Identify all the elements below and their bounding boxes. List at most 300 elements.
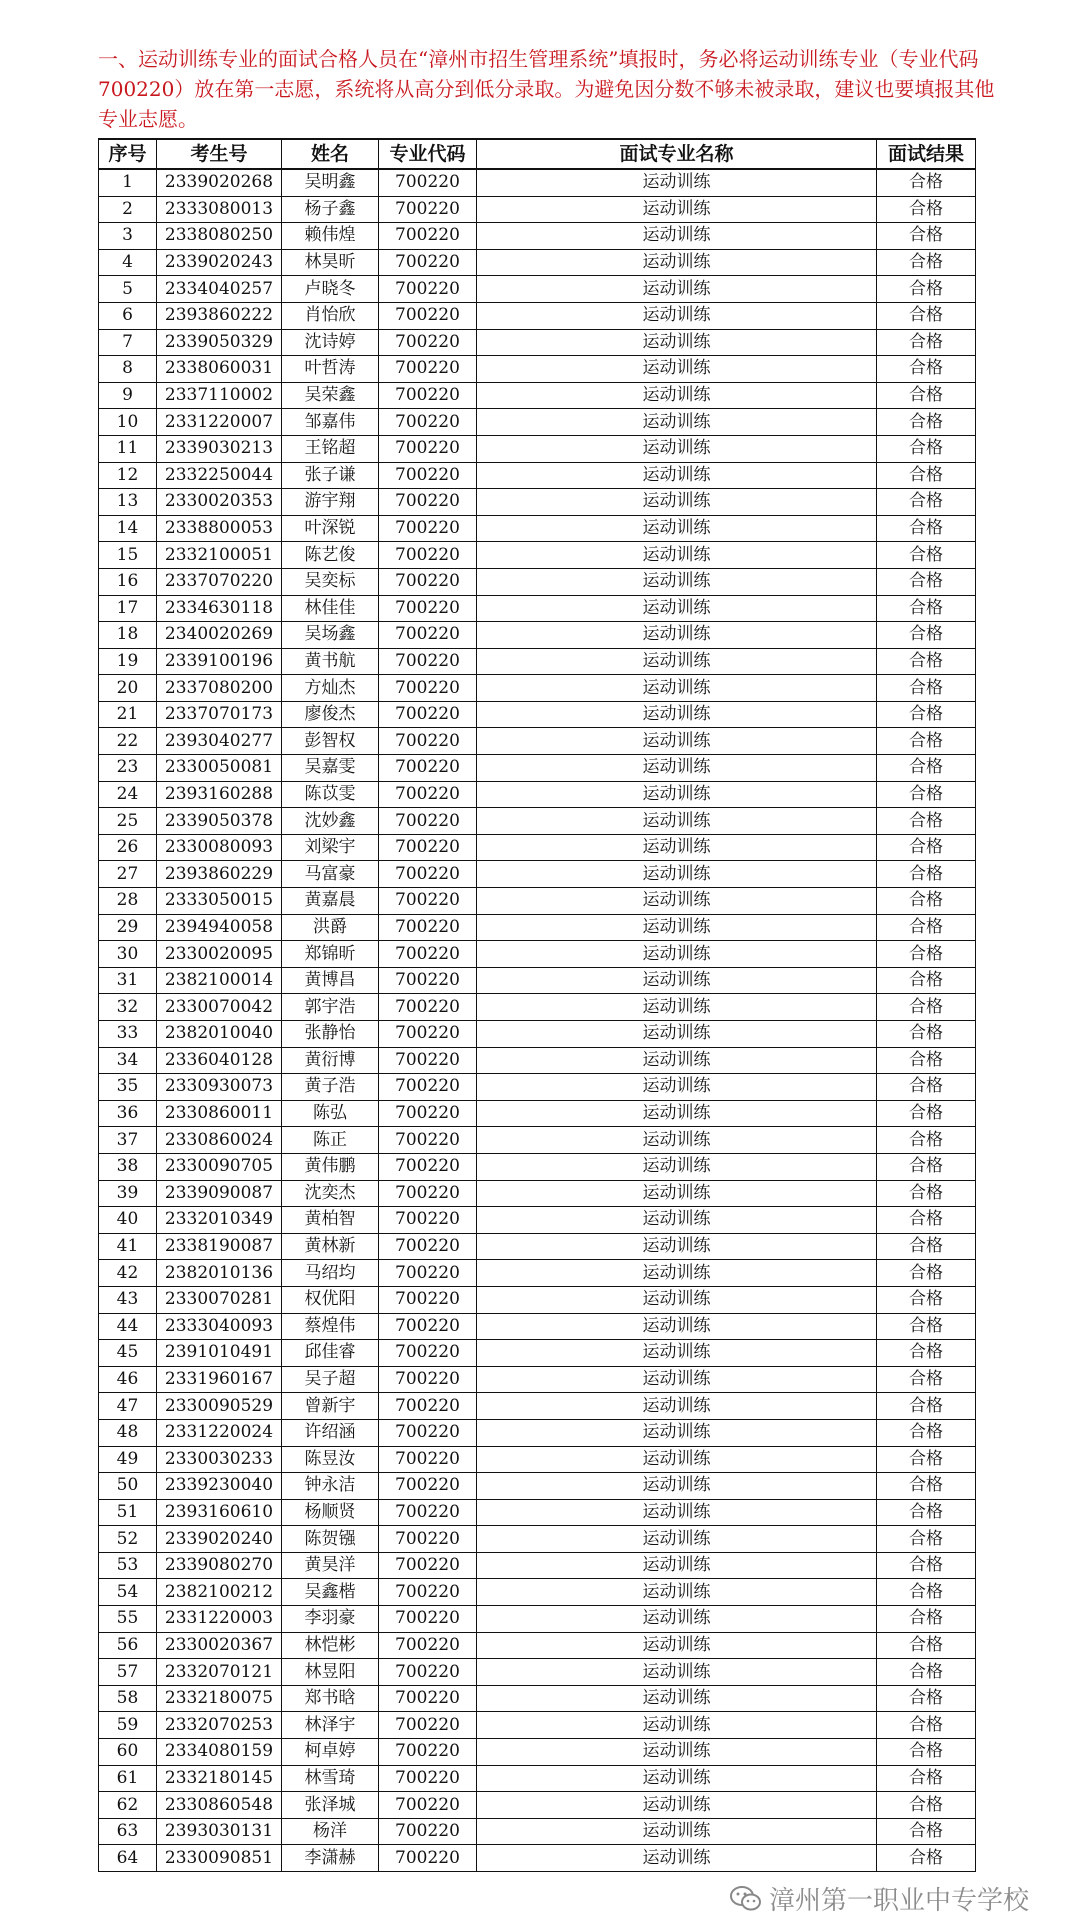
exam-number-cell: 2331220007 — [157, 409, 282, 436]
seq-cell: 61 — [99, 1765, 157, 1792]
name-cell: 卢晓冬 — [282, 276, 379, 303]
table-row — [99, 967, 976, 994]
result-cell: 合格 — [877, 1659, 976, 1686]
major-name-cell: 运动训练 — [477, 808, 877, 835]
name-cell: 吴嘉雯 — [282, 755, 379, 782]
table-row — [99, 1499, 976, 1526]
name-cell: 张子谦 — [282, 462, 379, 489]
wechat-icon — [729, 1885, 763, 1913]
table-row — [99, 1233, 976, 1260]
major-name-cell: 运动训练 — [477, 595, 877, 622]
major-code-cell: 700220 — [379, 1685, 477, 1712]
seq-cell: 48 — [99, 1419, 157, 1446]
exam-number-cell: 2330020353 — [157, 489, 282, 516]
result-cell: 合格 — [877, 994, 976, 1021]
major-name-cell: 运动训练 — [477, 755, 877, 782]
table-row — [99, 834, 976, 861]
major-code-cell: 700220 — [379, 888, 477, 915]
major-code-cell: 700220 — [379, 1792, 477, 1819]
seq-cell: 43 — [99, 1286, 157, 1313]
result-cell: 合格 — [877, 409, 976, 436]
exam-number-cell: 2330090705 — [157, 1153, 282, 1180]
table-row — [99, 1552, 976, 1579]
result-cell: 合格 — [877, 914, 976, 941]
result-cell: 合格 — [877, 1180, 976, 1207]
seq-cell: 10 — [99, 409, 157, 436]
major-code-cell: 700220 — [379, 462, 477, 489]
major-code-cell: 700220 — [379, 409, 477, 436]
table-row — [99, 568, 976, 595]
exam-number-cell: 2338060031 — [157, 356, 282, 383]
table-row — [99, 1526, 976, 1553]
major-code-cell: 700220 — [379, 1419, 477, 1446]
header-name: 姓名 — [282, 139, 379, 169]
exam-number-cell: 2382010136 — [157, 1260, 282, 1287]
name-cell: 吴子超 — [282, 1366, 379, 1393]
seq-cell: 18 — [99, 622, 157, 649]
major-name-cell: 运动训练 — [477, 1632, 877, 1659]
table-row — [99, 701, 976, 728]
major-name-cell: 运动训练 — [477, 409, 877, 436]
exam-number-cell: 2330050081 — [157, 755, 282, 782]
exam-number-cell: 2330020095 — [157, 941, 282, 968]
seq-cell: 51 — [99, 1499, 157, 1526]
seq-cell: 4 — [99, 249, 157, 276]
result-cell: 合格 — [877, 1100, 976, 1127]
seq-cell: 13 — [99, 489, 157, 516]
major-code-cell: 700220 — [379, 435, 477, 462]
exam-number-cell: 2330860011 — [157, 1100, 282, 1127]
exam-number-cell: 2332010349 — [157, 1207, 282, 1234]
exam-number-cell: 2332180075 — [157, 1685, 282, 1712]
major-code-cell: 700220 — [379, 941, 477, 968]
exam-number-cell: 2333080013 — [157, 196, 282, 223]
result-cell: 合格 — [877, 223, 976, 250]
major-code-cell: 700220 — [379, 568, 477, 595]
major-name-cell: 运动训练 — [477, 728, 877, 755]
major-name-cell: 运动训练 — [477, 967, 877, 994]
result-cell: 合格 — [877, 489, 976, 516]
name-cell: 柯卓婷 — [282, 1739, 379, 1766]
result-cell: 合格 — [877, 1074, 976, 1101]
table-row — [99, 914, 976, 941]
table-row — [99, 1021, 976, 1048]
name-cell: 蔡煌伟 — [282, 1313, 379, 1340]
major-name-cell: 运动训练 — [477, 834, 877, 861]
major-name-cell: 运动训练 — [477, 1021, 877, 1048]
name-cell: 王铭超 — [282, 435, 379, 462]
table-row — [99, 435, 976, 462]
result-cell: 合格 — [877, 1127, 976, 1154]
seq-cell: 12 — [99, 462, 157, 489]
name-cell: 杨洋 — [282, 1818, 379, 1845]
seq-cell: 22 — [99, 728, 157, 755]
table-row — [99, 1632, 976, 1659]
exam-number-cell: 2330070281 — [157, 1286, 282, 1313]
major-code-cell: 700220 — [379, 622, 477, 649]
result-cell: 合格 — [877, 1286, 976, 1313]
major-code-cell: 700220 — [379, 1340, 477, 1367]
major-name-cell: 运动训练 — [477, 435, 877, 462]
result-cell: 合格 — [877, 329, 976, 356]
result-cell: 合格 — [877, 622, 976, 649]
table-row — [99, 1712, 976, 1739]
major-name-cell: 运动训练 — [477, 542, 877, 569]
exam-number-cell: 2339050329 — [157, 329, 282, 356]
result-cell: 合格 — [877, 728, 976, 755]
table-row — [99, 648, 976, 675]
table-row — [99, 1579, 976, 1606]
result-cell: 合格 — [877, 967, 976, 994]
name-cell: 马绍均 — [282, 1260, 379, 1287]
result-cell: 合格 — [877, 462, 976, 489]
seq-cell: 28 — [99, 888, 157, 915]
seq-cell: 17 — [99, 595, 157, 622]
major-code-cell: 700220 — [379, 1446, 477, 1473]
major-code-cell: 700220 — [379, 169, 477, 196]
major-name-cell: 运动训练 — [477, 994, 877, 1021]
exam-number-cell: 2330860024 — [157, 1127, 282, 1154]
name-cell: 陈艺俊 — [282, 542, 379, 569]
table-row — [99, 1340, 976, 1367]
major-name-cell: 运动训练 — [477, 169, 877, 196]
result-cell: 合格 — [877, 781, 976, 808]
major-code-cell: 700220 — [379, 1100, 477, 1127]
header-major-name: 面试专业名称 — [477, 139, 877, 169]
major-code-cell: 700220 — [379, 994, 477, 1021]
notice-text: 一、运动训练专业的面试合格人员在“漳州市招生管理系统”填报时，务必将运动训练专业（专业代码700220）放在第一志愿，系统将从高分到低分录取。为避免因分数不够未被录取，建议也要填报其他专业志愿。 — [98, 47, 995, 131]
exam-number-cell: 2332100051 — [157, 542, 282, 569]
major-code-cell: 700220 — [379, 1739, 477, 1766]
table-row — [99, 808, 976, 835]
seq-cell: 60 — [99, 1739, 157, 1766]
result-cell: 合格 — [877, 302, 976, 329]
name-cell: 沈妙鑫 — [282, 808, 379, 835]
major-code-cell: 700220 — [379, 489, 477, 516]
seq-cell: 26 — [99, 834, 157, 861]
seq-cell: 9 — [99, 382, 157, 409]
major-name-cell: 运动训练 — [477, 1606, 877, 1633]
major-name-cell: 运动训练 — [477, 888, 877, 915]
exam-number-cell: 2330020367 — [157, 1632, 282, 1659]
exam-number-cell: 2333050015 — [157, 888, 282, 915]
result-cell: 合格 — [877, 196, 976, 223]
name-cell: 钟永洁 — [282, 1473, 379, 1500]
major-code-cell: 700220 — [379, 1526, 477, 1553]
seq-cell: 45 — [99, 1340, 157, 1367]
major-name-cell: 运动训练 — [477, 675, 877, 702]
seq-cell: 37 — [99, 1127, 157, 1154]
result-cell: 合格 — [877, 1526, 976, 1553]
seq-cell: 27 — [99, 861, 157, 888]
exam-number-cell: 2339020240 — [157, 1526, 282, 1553]
result-cell: 合格 — [877, 542, 976, 569]
major-name-cell: 运动训练 — [477, 1233, 877, 1260]
table-header-row — [99, 139, 976, 169]
major-name-cell: 运动训练 — [477, 1047, 877, 1074]
major-name-cell: 运动训练 — [477, 1393, 877, 1420]
seq-cell: 29 — [99, 914, 157, 941]
major-code-cell: 700220 — [379, 249, 477, 276]
name-cell: 黄衍博 — [282, 1047, 379, 1074]
name-cell: 沈奕杰 — [282, 1180, 379, 1207]
major-name-cell: 运动训练 — [477, 1659, 877, 1686]
major-name-cell: 运动训练 — [477, 249, 877, 276]
result-cell: 合格 — [877, 1765, 976, 1792]
result-cell: 合格 — [877, 382, 976, 409]
result-cell: 合格 — [877, 648, 976, 675]
name-cell: 邹嘉伟 — [282, 409, 379, 436]
exam-number-cell: 2337070173 — [157, 701, 282, 728]
major-code-cell: 700220 — [379, 515, 477, 542]
table-row — [99, 1685, 976, 1712]
exam-number-cell: 2339020268 — [157, 169, 282, 196]
exam-number-cell: 2382100014 — [157, 967, 282, 994]
major-name-cell: 运动训练 — [477, 515, 877, 542]
major-name-cell: 运动训练 — [477, 356, 877, 383]
name-cell: 黄伟鹏 — [282, 1153, 379, 1180]
result-cell: 合格 — [877, 1260, 976, 1287]
table-row — [99, 1606, 976, 1633]
seq-cell: 53 — [99, 1552, 157, 1579]
major-code-cell: 700220 — [379, 755, 477, 782]
seq-cell: 1 — [99, 169, 157, 196]
name-cell: 沈诗婷 — [282, 329, 379, 356]
result-cell: 合格 — [877, 701, 976, 728]
major-code-cell: 700220 — [379, 302, 477, 329]
exam-number-cell: 2331220003 — [157, 1606, 282, 1633]
result-cell: 合格 — [877, 675, 976, 702]
header-result: 面试结果 — [877, 139, 976, 169]
name-cell: 黄嘉晨 — [282, 888, 379, 915]
major-code-cell: 700220 — [379, 1818, 477, 1845]
major-code-cell: 700220 — [379, 728, 477, 755]
table-row — [99, 1100, 976, 1127]
seq-cell: 47 — [99, 1393, 157, 1420]
table-row — [99, 249, 976, 276]
major-name-cell: 运动训练 — [477, 1526, 877, 1553]
major-code-cell: 700220 — [379, 648, 477, 675]
result-cell: 合格 — [877, 1207, 976, 1234]
seq-cell: 44 — [99, 1313, 157, 1340]
seq-cell: 63 — [99, 1818, 157, 1845]
major-name-cell: 运动训练 — [477, 223, 877, 250]
name-cell: 杨顺贤 — [282, 1499, 379, 1526]
name-cell: 陈贺镪 — [282, 1526, 379, 1553]
major-name-cell: 运动训练 — [477, 1685, 877, 1712]
major-name-cell: 运动训练 — [477, 568, 877, 595]
seq-cell: 36 — [99, 1100, 157, 1127]
name-cell: 林泽宇 — [282, 1712, 379, 1739]
major-name-cell: 运动训练 — [477, 1180, 877, 1207]
major-code-cell: 700220 — [379, 196, 477, 223]
table-row — [99, 489, 976, 516]
table-row — [99, 462, 976, 489]
result-cell: 合格 — [877, 1499, 976, 1526]
result-cell: 合格 — [877, 1233, 976, 1260]
header-exam-number: 考生号 — [157, 139, 282, 169]
watermark-text: 漳州第一职业中专学校 — [769, 1886, 1030, 1916]
name-cell: 赖伟煌 — [282, 223, 379, 250]
name-cell: 权优阳 — [282, 1286, 379, 1313]
seq-cell: 59 — [99, 1712, 157, 1739]
seq-cell: 5 — [99, 276, 157, 303]
major-code-cell: 700220 — [379, 542, 477, 569]
major-name-cell: 运动训练 — [477, 861, 877, 888]
table-row — [99, 1818, 976, 1845]
major-name-cell: 运动训练 — [477, 276, 877, 303]
exam-number-cell: 2330080093 — [157, 834, 282, 861]
table-row — [99, 1127, 976, 1154]
seq-cell: 57 — [99, 1659, 157, 1686]
table-row — [99, 728, 976, 755]
major-name-cell: 运动训练 — [477, 1739, 877, 1766]
result-cell: 合格 — [877, 435, 976, 462]
name-cell: 吴荣鑫 — [282, 382, 379, 409]
header-seq: 序号 — [99, 139, 157, 169]
name-cell: 黄书航 — [282, 648, 379, 675]
name-cell: 陈昱汝 — [282, 1446, 379, 1473]
major-name-cell: 运动训练 — [477, 1207, 877, 1234]
table-row — [99, 1845, 976, 1872]
major-code-cell: 700220 — [379, 1021, 477, 1048]
name-cell: 邱佳睿 — [282, 1340, 379, 1367]
major-name-cell: 运动训练 — [477, 1340, 877, 1367]
major-name-cell: 运动训练 — [477, 489, 877, 516]
result-cell: 合格 — [877, 1712, 976, 1739]
seq-cell: 30 — [99, 941, 157, 968]
header-major-code: 专业代码 — [379, 139, 477, 169]
table-row — [99, 329, 976, 356]
qualified-students-table — [98, 138, 976, 1872]
seq-cell: 38 — [99, 1153, 157, 1180]
name-cell: 肖怡欣 — [282, 302, 379, 329]
major-code-cell: 700220 — [379, 1233, 477, 1260]
table-row — [99, 781, 976, 808]
name-cell: 黄柏智 — [282, 1207, 379, 1234]
result-cell: 合格 — [877, 249, 976, 276]
major-code-cell: 700220 — [379, 1127, 477, 1154]
name-cell: 林恺彬 — [282, 1632, 379, 1659]
name-cell: 洪爵 — [282, 914, 379, 941]
result-cell: 合格 — [877, 1606, 976, 1633]
table-row — [99, 994, 976, 1021]
major-code-cell: 700220 — [379, 356, 477, 383]
result-cell: 合格 — [877, 1579, 976, 1606]
major-code-cell: 700220 — [379, 1579, 477, 1606]
major-code-cell: 700220 — [379, 1552, 477, 1579]
table-body — [99, 169, 976, 1872]
exam-number-cell: 2382010040 — [157, 1021, 282, 1048]
seq-cell: 31 — [99, 967, 157, 994]
major-code-cell: 700220 — [379, 1393, 477, 1420]
name-cell: 黄昊洋 — [282, 1552, 379, 1579]
exam-number-cell: 2332250044 — [157, 462, 282, 489]
seq-cell: 39 — [99, 1180, 157, 1207]
result-cell: 合格 — [877, 515, 976, 542]
exam-number-cell: 2394940058 — [157, 914, 282, 941]
seq-cell: 54 — [99, 1579, 157, 1606]
result-cell: 合格 — [877, 1845, 976, 1872]
major-name-cell: 运动训练 — [477, 1473, 877, 1500]
major-code-cell: 700220 — [379, 1366, 477, 1393]
result-cell: 合格 — [877, 755, 976, 782]
major-code-cell: 700220 — [379, 1260, 477, 1287]
result-cell: 合格 — [877, 1313, 976, 1340]
result-cell: 合格 — [877, 169, 976, 196]
name-cell: 吴鑫楷 — [282, 1579, 379, 1606]
name-cell: 吴明鑫 — [282, 169, 379, 196]
table-row — [99, 861, 976, 888]
seq-cell: 55 — [99, 1606, 157, 1633]
seq-cell: 34 — [99, 1047, 157, 1074]
major-name-cell: 运动训练 — [477, 1419, 877, 1446]
table-row — [99, 1393, 976, 1420]
exam-number-cell: 2330090851 — [157, 1845, 282, 1872]
name-cell: 黄博昌 — [282, 967, 379, 994]
major-code-cell: 700220 — [379, 1632, 477, 1659]
major-name-cell: 运动训练 — [477, 382, 877, 409]
result-cell: 合格 — [877, 1393, 976, 1420]
exam-number-cell: 2391010491 — [157, 1340, 282, 1367]
major-name-cell: 运动训练 — [477, 329, 877, 356]
exam-number-cell: 2337080200 — [157, 675, 282, 702]
result-cell: 合格 — [877, 1632, 976, 1659]
exam-number-cell: 2332180145 — [157, 1765, 282, 1792]
name-cell: 黄林新 — [282, 1233, 379, 1260]
major-code-cell: 700220 — [379, 1606, 477, 1633]
major-name-cell: 运动训练 — [477, 1552, 877, 1579]
major-name-cell: 运动训练 — [477, 622, 877, 649]
major-name-cell: 运动训练 — [477, 1818, 877, 1845]
major-code-cell: 700220 — [379, 834, 477, 861]
result-cell: 合格 — [877, 888, 976, 915]
table-row — [99, 1153, 976, 1180]
major-code-cell: 700220 — [379, 595, 477, 622]
major-name-cell: 运动训练 — [477, 1845, 877, 1872]
exam-number-cell: 2332070121 — [157, 1659, 282, 1686]
exam-number-cell: 2331220024 — [157, 1419, 282, 1446]
major-name-cell: 运动训练 — [477, 701, 877, 728]
table-row — [99, 622, 976, 649]
exam-number-cell: 2393160610 — [157, 1499, 282, 1526]
major-name-cell: 运动训练 — [477, 1446, 877, 1473]
result-cell: 合格 — [877, 1473, 976, 1500]
exam-number-cell: 2393040277 — [157, 728, 282, 755]
result-cell: 合格 — [877, 1685, 976, 1712]
major-code-cell: 700220 — [379, 675, 477, 702]
major-code-cell: 700220 — [379, 1499, 477, 1526]
table-row — [99, 755, 976, 782]
seq-cell: 8 — [99, 356, 157, 383]
table-row — [99, 196, 976, 223]
watermark — [725, 1880, 1033, 1917]
name-cell: 李羽豪 — [282, 1606, 379, 1633]
major-name-cell: 运动训练 — [477, 1260, 877, 1287]
result-cell: 合格 — [877, 861, 976, 888]
seq-cell: 24 — [99, 781, 157, 808]
name-cell: 廖俊杰 — [282, 701, 379, 728]
exam-number-cell: 2340020269 — [157, 622, 282, 649]
exam-number-cell: 2339100196 — [157, 648, 282, 675]
table-row — [99, 1047, 976, 1074]
exam-number-cell: 2339030213 — [157, 435, 282, 462]
seq-cell: 52 — [99, 1526, 157, 1553]
seq-cell: 21 — [99, 701, 157, 728]
exam-number-cell: 2339020243 — [157, 249, 282, 276]
major-code-cell: 700220 — [379, 914, 477, 941]
major-name-cell: 运动训练 — [477, 1499, 877, 1526]
